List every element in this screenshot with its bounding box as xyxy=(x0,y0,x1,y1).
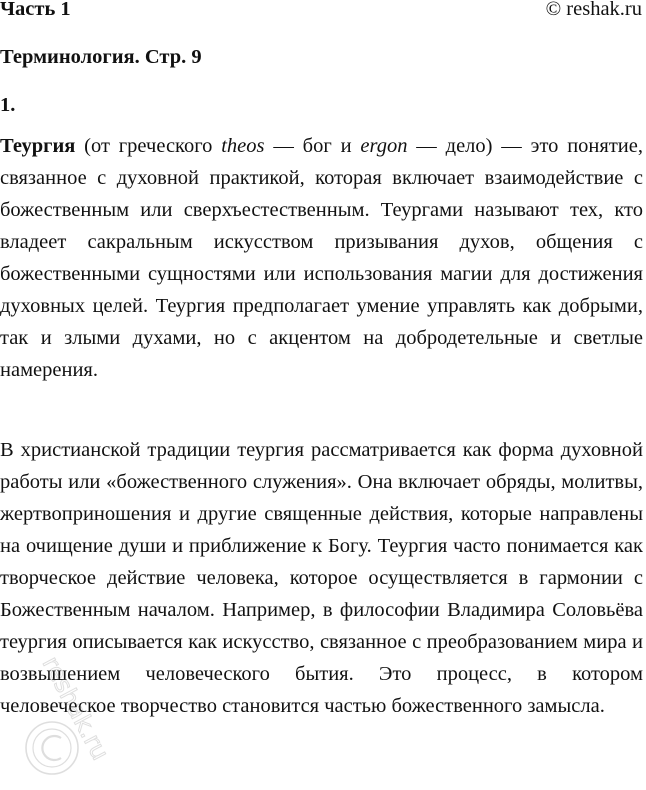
part-label: Часть 1 xyxy=(0,0,71,20)
svg-text:reshak.ru: reshak.ru xyxy=(36,651,115,765)
task-number: 1. xyxy=(0,94,16,116)
paragraph-definition xyxy=(0,130,643,386)
paragraph-christian-tradition: В христианской традиции теургия рассматривается как форма духовной работы или «божественного служения». Она включает обряды, молитвы, жертвоприношения и другие священные действия, которые направлены на очищение души и приближение к Богу. Теургия часто понимается как творческое действие человека, которое осуществляется в гармонии с Божественным началом. Например, в философии Владимира Соловьёва теургия описывается как искусство, связанное с преобразованием мира и возвышением человеческого бытия. Это процесс, в котором человеческое творчество становится частью божественного замысла. xyxy=(0,439,643,717)
text-segment: — бог и xyxy=(264,135,361,157)
section-title: Терминология. Стр. 9 xyxy=(0,46,202,68)
greek-word-theos: theos xyxy=(221,135,265,157)
page-header xyxy=(0,0,646,21)
term-bold: Теургия xyxy=(0,135,76,157)
text-segment: — дело) — это понятие, связанное с духовной практикой, которая включает взаимодействие с божественным или сверхъестественным. Теургами называют тех, кто владеет сакральным искусством призывания духов, общения с божественными сущностями или использования магии для достижения духовных целей. Теургия предполагает умение управлять как добрыми, так и злыми духами, но с акцентом на добродетельные и светлые намерения. xyxy=(0,135,643,381)
greek-word-ergon: ergon xyxy=(360,135,408,157)
text-segment: (от греческого xyxy=(75,135,222,157)
copyright-label: © reshak.ru xyxy=(545,0,642,20)
